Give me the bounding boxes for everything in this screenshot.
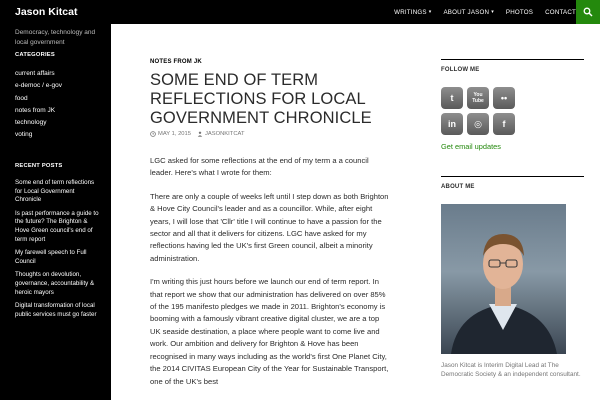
- post-paragraph: LGC asked for some reflections at the end of my term a a council leader. Here's what I wrote for them:: [150, 156, 369, 178]
- category-link[interactable]: voting: [15, 131, 33, 139]
- about-caption: Jason Kitcat is Interim Digital Lead at The Democratic Society & an independent consultant.: [441, 362, 581, 378]
- post-date-text: MAY 1, 2015: [158, 131, 191, 137]
- post-category-link[interactable]: NOTES FROM JK: [150, 59, 202, 65]
- left-sidebar: [0, 24, 111, 400]
- top-bar: [0, 0, 600, 24]
- nav-item-about-jason[interactable]: [443, 9, 493, 16]
- category-link[interactable]: e-democ / e-gov: [15, 82, 62, 90]
- linkedin-icon[interactable]: in: [441, 113, 463, 135]
- primary-nav: [382, 0, 576, 24]
- follow-me-heading: FOLLOW ME: [441, 67, 480, 73]
- nav-item-label: PHOTOS: [505, 8, 534, 16]
- category-link[interactable]: food: [15, 94, 28, 102]
- caret-down-icon: ▾: [428, 9, 432, 15]
- recent-post-link[interactable]: Thoughts on devolution, governance, accountability & heroic mayors: [15, 271, 95, 296]
- portrait-illustration: [441, 204, 566, 354]
- post-meta: [150, 131, 251, 137]
- recent-post-link[interactable]: Is past performance a guide to the future? The Brighton & Hove Green council's end of term report: [15, 209, 99, 243]
- search-button[interactable]: [576, 0, 600, 24]
- site-tagline: Democracy, technology and local government: [15, 29, 96, 46]
- right-sidebar: [428, 24, 600, 400]
- nav-item-photos[interactable]: [506, 9, 533, 16]
- nav-item-writings[interactable]: [394, 9, 431, 16]
- site-title[interactable]: Jason Kitcat: [15, 6, 78, 18]
- main-content: [111, 24, 428, 400]
- nav-item-label: ABOUT JASON: [443, 8, 490, 16]
- nav-item-contact[interactable]: [545, 9, 576, 16]
- recent-posts-list: [15, 179, 99, 324]
- nav-item-label: WRITINGS: [394, 8, 427, 16]
- nav-item-label: CONTACT: [545, 8, 576, 16]
- category-link[interactable]: notes from JK: [15, 106, 56, 114]
- flickr-icon[interactable]: ••: [493, 87, 515, 109]
- social-icons: [441, 87, 521, 135]
- post-paragraph: There are only a couple of weeks left until I step down as both Brighton & Hove City Council's leader and as a councillor. While, after eight years, I will lose that 'Cllr' title I will continue to have a passion for the sector and all that it delivers for citizens. LGC have asked for my reflections having led the UK's first Green council, albeit a minority administration.: [150, 191, 389, 263]
- post-title: SOME END OF TERM REFLECTIONS FOR LOCAL GOVERNMENT CHRONICLE: [150, 71, 372, 127]
- email-updates-link[interactable]: Get email updates: [441, 142, 501, 151]
- about-me-heading: ABOUT ME: [441, 184, 475, 190]
- twitter-icon[interactable]: t: [441, 87, 463, 109]
- author-photo: [441, 204, 566, 354]
- recent-post-link[interactable]: Some end of term reflections for Local Government Chronicle: [15, 179, 95, 204]
- post-paragraph: I'm writing this just hours before we launch our end of term report. In that report we show that our administration has delivered on over 85% of the 195 manifesto pledges we made in 2011. Brighton's economy is booming with a famously vibrant creative digital cluster, we are a top UK seaside destination, a place where people want to come live and work. Our ambition and delivery for Brighton & Hove has been recognised in many ways including as the world's first One Planet City, the 2014 CIVITAS European City of the Year for Sustainable Transport, one of the UK's best: [150, 277, 389, 386]
- caret-down-icon: ▾: [491, 9, 494, 15]
- recent-post-link[interactable]: Digital transformation of local public services must go faster: [15, 302, 97, 318]
- facebook-icon[interactable]: f: [493, 113, 515, 135]
- user-icon: [197, 131, 203, 137]
- search-icon: [583, 7, 593, 17]
- youtube-icon[interactable]: You Tube: [467, 87, 489, 109]
- recent-posts-heading: RECENT POSTS: [15, 163, 63, 169]
- category-link[interactable]: current affairs: [15, 70, 55, 77]
- post-body: [150, 155, 390, 399]
- categories-heading: CATEGORIES: [15, 52, 55, 58]
- recent-post-link[interactable]: My farewell speech to Full Council: [15, 249, 87, 265]
- post-author[interactable]: [197, 131, 245, 137]
- instagram-icon[interactable]: ◎: [467, 113, 489, 135]
- category-link[interactable]: technology: [15, 119, 47, 127]
- post-date[interactable]: [150, 131, 191, 137]
- divider: [441, 176, 584, 177]
- clock-icon: [150, 131, 156, 137]
- divider: [441, 59, 584, 60]
- post-author-text: JASONKITCAT: [204, 131, 245, 137]
- categories-list: [15, 68, 62, 142]
